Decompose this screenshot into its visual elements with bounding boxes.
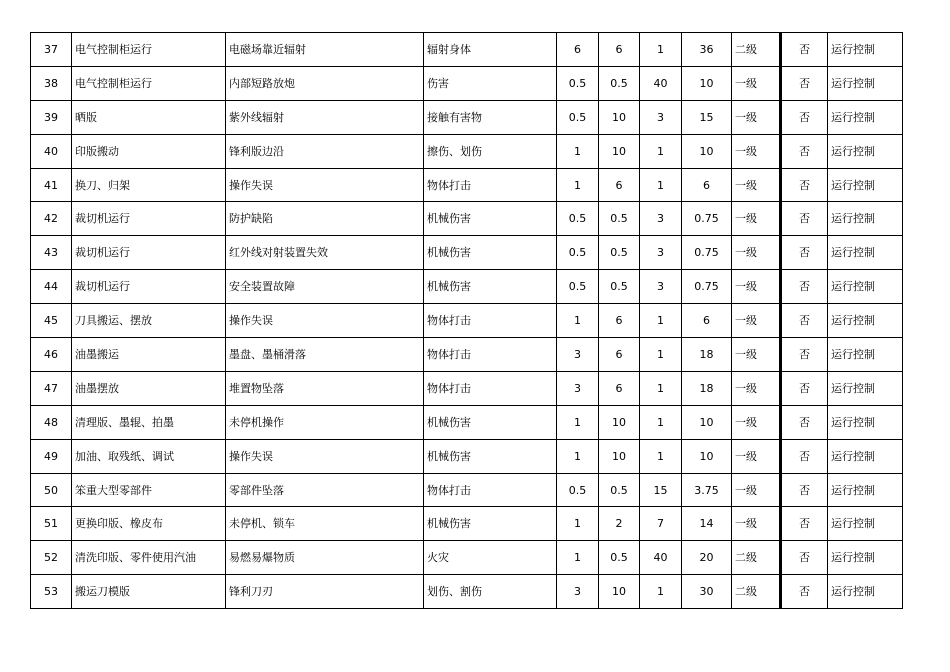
control-measure-cell: 运行控制	[828, 236, 903, 270]
activity-cell: 更换印版、橡皮布	[72, 507, 226, 541]
hazard-cell: 操作失误	[226, 168, 424, 202]
e-value-cell: 6	[599, 33, 640, 67]
control-measure-cell: 运行控制	[828, 304, 903, 338]
c-value-cell: 1	[640, 405, 682, 439]
consequence-cell: 辐射身体	[424, 33, 557, 67]
control-measure-cell: 运行控制	[828, 100, 903, 134]
consequence-cell: 物体打击	[424, 473, 557, 507]
d-value-cell: 6	[682, 304, 732, 338]
d-value-cell: 0.75	[682, 202, 732, 236]
d-value-cell: 10	[682, 66, 732, 100]
e-value-cell: 10	[599, 439, 640, 473]
row-number: 42	[31, 202, 72, 236]
hazard-cell: 未停机、锁车	[226, 507, 424, 541]
activity-cell: 电气控制柜运行	[72, 66, 226, 100]
risk-level-cell: 一级	[732, 304, 781, 338]
e-value-cell: 0.5	[599, 236, 640, 270]
consequence-cell: 机械伤害	[424, 405, 557, 439]
table-row	[31, 575, 903, 609]
row-number: 50	[31, 473, 72, 507]
hazard-assessment-table	[30, 32, 903, 609]
d-value-cell: 36	[682, 33, 732, 67]
hazard-cell: 安全装置故障	[226, 270, 424, 304]
risk-level-cell: 一级	[732, 66, 781, 100]
hazard-cell: 墨盘、墨桶滑落	[226, 338, 424, 372]
risk-level-cell: 一级	[732, 405, 781, 439]
risk-level-cell: 一级	[732, 270, 781, 304]
l-value-cell: 1	[557, 507, 599, 541]
risk-level-cell: 一级	[732, 371, 781, 405]
d-value-cell: 0.75	[682, 236, 732, 270]
row-number: 38	[31, 66, 72, 100]
table-row	[31, 473, 903, 507]
row-number: 52	[31, 541, 72, 575]
e-value-cell: 0.5	[599, 473, 640, 507]
risk-level-cell: 二级	[732, 575, 781, 609]
control-measure-cell: 运行控制	[828, 507, 903, 541]
activity-cell: 搬运刀模版	[72, 575, 226, 609]
risk-level-cell: 一级	[732, 473, 781, 507]
hazard-cell: 堆置物坠落	[226, 371, 424, 405]
consequence-cell: 物体打击	[424, 168, 557, 202]
c-value-cell: 1	[640, 33, 682, 67]
risk-level-cell: 一级	[732, 100, 781, 134]
table-row	[31, 66, 903, 100]
row-number: 37	[31, 33, 72, 67]
consequence-cell: 机械伤害	[424, 270, 557, 304]
row-number: 49	[31, 439, 72, 473]
e-value-cell: 0.5	[599, 270, 640, 304]
row-number: 46	[31, 338, 72, 372]
table-row	[31, 338, 903, 372]
l-value-cell: 3	[557, 338, 599, 372]
d-value-cell: 10	[682, 439, 732, 473]
l-value-cell: 6	[557, 33, 599, 67]
activity-cell: 油墨摆放	[72, 371, 226, 405]
table-row	[31, 202, 903, 236]
major-hazard-cell: 否	[781, 66, 828, 100]
major-hazard-cell: 否	[781, 100, 828, 134]
l-value-cell: 1	[557, 541, 599, 575]
hazard-cell: 电磁场靠近辐射	[226, 33, 424, 67]
control-measure-cell: 运行控制	[828, 371, 903, 405]
c-value-cell: 40	[640, 541, 682, 575]
e-value-cell: 10	[599, 575, 640, 609]
row-number: 51	[31, 507, 72, 541]
major-hazard-cell: 否	[781, 304, 828, 338]
e-value-cell: 6	[599, 168, 640, 202]
d-value-cell: 15	[682, 100, 732, 134]
table-row	[31, 371, 903, 405]
risk-level-cell: 二级	[732, 541, 781, 575]
activity-cell: 电气控制柜运行	[72, 33, 226, 67]
control-measure-cell: 运行控制	[828, 134, 903, 168]
activity-cell: 裁切机运行	[72, 202, 226, 236]
l-value-cell: 0.5	[557, 66, 599, 100]
row-number: 45	[31, 304, 72, 338]
consequence-cell: 伤害	[424, 66, 557, 100]
table-row	[31, 270, 903, 304]
row-number: 47	[31, 371, 72, 405]
e-value-cell: 0.5	[599, 66, 640, 100]
major-hazard-cell: 否	[781, 507, 828, 541]
c-value-cell: 1	[640, 168, 682, 202]
control-measure-cell: 运行控制	[828, 541, 903, 575]
hazard-cell: 锋利刀刃	[226, 575, 424, 609]
l-value-cell: 1	[557, 405, 599, 439]
d-value-cell: 18	[682, 338, 732, 372]
e-value-cell: 0.5	[599, 541, 640, 575]
d-value-cell: 18	[682, 371, 732, 405]
c-value-cell: 3	[640, 270, 682, 304]
d-value-cell: 14	[682, 507, 732, 541]
control-measure-cell: 运行控制	[828, 575, 903, 609]
risk-level-cell: 一级	[732, 202, 781, 236]
activity-cell: 清理版、墨辊、拍墨	[72, 405, 226, 439]
l-value-cell: 1	[557, 439, 599, 473]
control-measure-cell: 运行控制	[828, 33, 903, 67]
l-value-cell: 0.5	[557, 236, 599, 270]
risk-level-cell: 一级	[732, 338, 781, 372]
activity-cell: 加油、取残纸、调试	[72, 439, 226, 473]
consequence-cell: 物体打击	[424, 338, 557, 372]
major-hazard-cell: 否	[781, 168, 828, 202]
activity-cell: 晒版	[72, 100, 226, 134]
table-row	[31, 33, 903, 67]
l-value-cell: 3	[557, 371, 599, 405]
table-row	[31, 236, 903, 270]
c-value-cell: 1	[640, 134, 682, 168]
activity-cell: 裁切机运行	[72, 270, 226, 304]
major-hazard-cell: 否	[781, 439, 828, 473]
major-hazard-cell: 否	[781, 338, 828, 372]
consequence-cell: 物体打击	[424, 371, 557, 405]
hazard-cell: 内部短路放炮	[226, 66, 424, 100]
l-value-cell: 1	[557, 134, 599, 168]
hazard-cell: 操作失误	[226, 304, 424, 338]
e-value-cell: 0.5	[599, 202, 640, 236]
risk-level-cell: 一级	[732, 439, 781, 473]
table-body	[31, 33, 903, 609]
activity-cell: 裁切机运行	[72, 236, 226, 270]
c-value-cell: 1	[640, 371, 682, 405]
table-row	[31, 507, 903, 541]
c-value-cell: 40	[640, 66, 682, 100]
activity-cell: 换刀、归架	[72, 168, 226, 202]
e-value-cell: 10	[599, 100, 640, 134]
l-value-cell: 0.5	[557, 202, 599, 236]
hazard-cell: 未停机操作	[226, 405, 424, 439]
e-value-cell: 2	[599, 507, 640, 541]
consequence-cell: 擦伤、划伤	[424, 134, 557, 168]
consequence-cell: 机械伤害	[424, 439, 557, 473]
activity-cell: 笨重大型零部件	[72, 473, 226, 507]
consequence-cell: 接触有害物	[424, 100, 557, 134]
l-value-cell: 1	[557, 304, 599, 338]
c-value-cell: 3	[640, 100, 682, 134]
consequence-cell: 物体打击	[424, 304, 557, 338]
control-measure-cell: 运行控制	[828, 405, 903, 439]
row-number: 39	[31, 100, 72, 134]
hazard-cell: 锋利版边沿	[226, 134, 424, 168]
control-measure-cell: 运行控制	[828, 202, 903, 236]
d-value-cell: 0.75	[682, 270, 732, 304]
consequence-cell: 划伤、割伤	[424, 575, 557, 609]
major-hazard-cell: 否	[781, 575, 828, 609]
major-hazard-cell: 否	[781, 270, 828, 304]
e-value-cell: 10	[599, 405, 640, 439]
table-row	[31, 304, 903, 338]
hazard-cell: 操作失误	[226, 439, 424, 473]
control-measure-cell: 运行控制	[828, 473, 903, 507]
table-row	[31, 541, 903, 575]
d-value-cell: 20	[682, 541, 732, 575]
control-measure-cell: 运行控制	[828, 439, 903, 473]
row-number: 40	[31, 134, 72, 168]
hazard-cell: 零部件坠落	[226, 473, 424, 507]
l-value-cell: 1	[557, 168, 599, 202]
e-value-cell: 6	[599, 338, 640, 372]
c-value-cell: 1	[640, 304, 682, 338]
table-row	[31, 134, 903, 168]
control-measure-cell: 运行控制	[828, 168, 903, 202]
major-hazard-cell: 否	[781, 33, 828, 67]
e-value-cell: 6	[599, 371, 640, 405]
l-value-cell: 0.5	[557, 270, 599, 304]
d-value-cell: 30	[682, 575, 732, 609]
major-hazard-cell: 否	[781, 236, 828, 270]
c-value-cell: 3	[640, 202, 682, 236]
activity-cell: 油墨搬运	[72, 338, 226, 372]
row-number: 43	[31, 236, 72, 270]
control-measure-cell: 运行控制	[828, 270, 903, 304]
c-value-cell: 3	[640, 236, 682, 270]
e-value-cell: 6	[599, 304, 640, 338]
consequence-cell: 机械伤害	[424, 202, 557, 236]
control-measure-cell: 运行控制	[828, 66, 903, 100]
row-number: 41	[31, 168, 72, 202]
major-hazard-cell: 否	[781, 202, 828, 236]
hazard-cell: 红外线对射装置失效	[226, 236, 424, 270]
l-value-cell: 0.5	[557, 473, 599, 507]
e-value-cell: 10	[599, 134, 640, 168]
activity-cell: 印版搬动	[72, 134, 226, 168]
risk-level-cell: 一级	[732, 168, 781, 202]
d-value-cell: 3.75	[682, 473, 732, 507]
consequence-cell: 火灾	[424, 541, 557, 575]
hazard-cell: 防护缺陷	[226, 202, 424, 236]
table-row	[31, 439, 903, 473]
row-number: 44	[31, 270, 72, 304]
l-value-cell: 0.5	[557, 100, 599, 134]
major-hazard-cell: 否	[781, 134, 828, 168]
activity-cell: 刀具搬运、摆放	[72, 304, 226, 338]
table-row	[31, 168, 903, 202]
risk-level-cell: 一级	[732, 236, 781, 270]
d-value-cell: 10	[682, 134, 732, 168]
d-value-cell: 6	[682, 168, 732, 202]
risk-level-cell: 一级	[732, 134, 781, 168]
major-hazard-cell: 否	[781, 473, 828, 507]
l-value-cell: 3	[557, 575, 599, 609]
major-hazard-cell: 否	[781, 405, 828, 439]
c-value-cell: 1	[640, 575, 682, 609]
risk-level-cell: 一级	[732, 507, 781, 541]
major-hazard-cell: 否	[781, 371, 828, 405]
table-row	[31, 405, 903, 439]
control-measure-cell: 运行控制	[828, 338, 903, 372]
row-number: 53	[31, 575, 72, 609]
consequence-cell: 机械伤害	[424, 507, 557, 541]
activity-cell: 清洗印版、零件使用汽油	[72, 541, 226, 575]
c-value-cell: 1	[640, 439, 682, 473]
c-value-cell: 7	[640, 507, 682, 541]
table-row	[31, 100, 903, 134]
consequence-cell: 机械伤害	[424, 236, 557, 270]
hazard-cell: 易燃易爆物质	[226, 541, 424, 575]
risk-level-cell: 二级	[732, 33, 781, 67]
major-hazard-cell: 否	[781, 541, 828, 575]
row-number: 48	[31, 405, 72, 439]
hazard-cell: 紫外线辐射	[226, 100, 424, 134]
d-value-cell: 10	[682, 405, 732, 439]
c-value-cell: 1	[640, 338, 682, 372]
c-value-cell: 15	[640, 473, 682, 507]
